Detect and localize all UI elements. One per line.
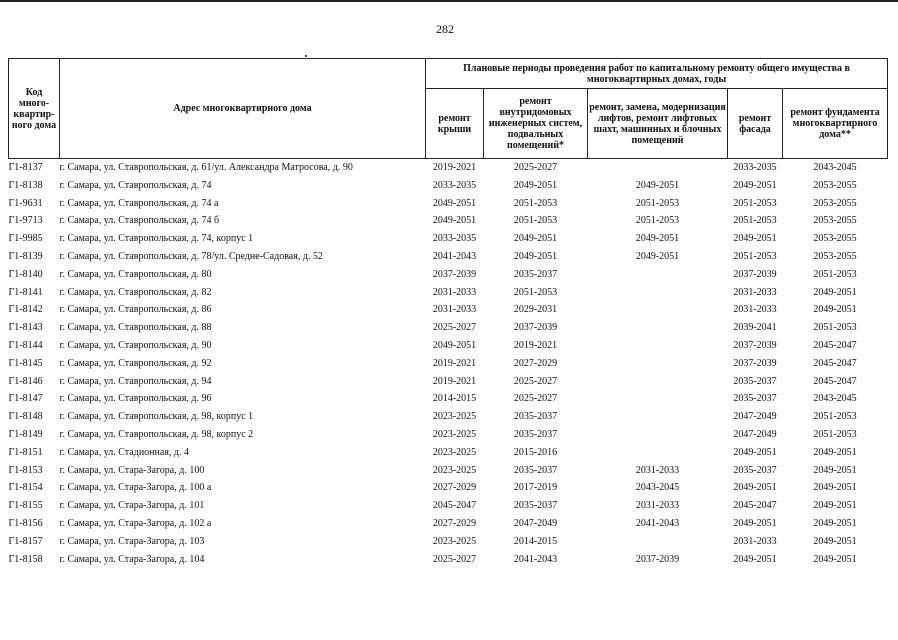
cell-lifts: [588, 159, 728, 177]
cell-foundation: 2049-2051: [813, 517, 857, 529]
header-code: Код много-квартир-ного дома: [9, 59, 60, 159]
cell-address: г. Самара, ул. Ставропольская, д. 94: [59, 375, 212, 387]
cell-lifts: 2037-2039: [635, 553, 680, 565]
cell-roof: 2049-2051: [432, 339, 477, 351]
cell-address: г. Самара, ул. Стара-Загора, д. 104: [59, 553, 205, 565]
cell-roof: 2037-2039: [432, 268, 477, 280]
cell-roof: 2031-2033: [432, 304, 477, 316]
cell-foundation: 2049-2051: [813, 464, 857, 476]
cell-lifts: 2049-2051: [635, 250, 680, 262]
table-row: [9, 408, 888, 426]
cell-facade: 2047-2049: [733, 428, 777, 440]
cell-facade: 2039-2041: [733, 322, 777, 334]
cell-roof: 2033-2035: [432, 179, 477, 191]
cell-code: Г1-9713: [8, 215, 43, 227]
cell-address: г. Самара, ул. Ставропольская, д. 98, корпус 1: [59, 411, 254, 423]
cell-facade: 2031-2033: [733, 286, 777, 298]
table-row: [9, 479, 888, 497]
cell-engineering: 2051-2053: [513, 197, 558, 209]
cell-roof: 2027-2029: [432, 517, 477, 529]
table-row: [9, 515, 888, 533]
table-row: [9, 355, 888, 373]
cell-address: г. Самара, ул. Ставропольская, д. 61/ул. Александра Матросова, д. 90: [59, 162, 353, 173]
header-address: Адрес многоквартирного дома: [60, 59, 426, 159]
cell-lifts: [588, 408, 728, 426]
cell-engineering: 2047-2049: [513, 517, 558, 529]
cell-facade: 2037-2039: [733, 268, 777, 280]
cell-foundation: 2053-2055: [813, 197, 857, 209]
table-row: [9, 266, 888, 284]
cell-code: Г1-8139: [8, 250, 43, 262]
cell-engineering: 2035-2037: [513, 464, 558, 476]
cell-roof: 2019-2021: [432, 162, 477, 173]
cell-engineering: 2027-2029: [513, 357, 558, 369]
capital-repair-table: [8, 58, 888, 568]
page-number: 282: [436, 22, 454, 36]
cell-facade: 2047-2049: [733, 411, 777, 423]
cell-foundation: 2051-2053: [813, 411, 857, 423]
cell-facade: 2033-2035: [733, 162, 777, 173]
table-row: [9, 212, 888, 230]
cell-code: Г1-8147: [8, 393, 43, 405]
cell-facade: 2035-2037: [733, 464, 777, 476]
cell-lifts: 2031-2033: [635, 500, 680, 512]
cell-engineering: 2049-2051: [513, 179, 558, 191]
cell-address: г. Самара, ул. Ставропольская, д. 82: [59, 286, 212, 298]
cell-lifts: [588, 319, 728, 337]
cell-facade: 2049-2051: [733, 179, 777, 191]
cell-lifts: 2051-2053: [635, 215, 680, 227]
cell-code: Г1-8155: [8, 500, 43, 512]
cell-address: г. Самара, ул. Ставропольская, д. 88: [59, 322, 212, 334]
cell-facade: 2037-2039: [733, 339, 777, 351]
cell-engineering: 2014-2015: [513, 535, 558, 547]
table-row: [9, 284, 888, 302]
cell-engineering: 2049-2051: [513, 233, 558, 245]
cell-code: Г1-8137: [8, 162, 43, 173]
table-row: [9, 533, 888, 551]
cell-lifts: [588, 390, 728, 408]
table-row: [9, 390, 888, 408]
cell-facade: 2031-2033: [733, 304, 777, 316]
cell-facade: 2049-2051: [733, 482, 777, 494]
cell-roof: 2031-2033: [432, 286, 477, 298]
header-facade: ремонт фасада: [728, 89, 783, 159]
table-row: [9, 248, 888, 266]
cell-facade: 2045-2047: [733, 500, 777, 512]
table-row: [9, 319, 888, 337]
cell-lifts: 2041-2043: [635, 517, 680, 529]
table-row: [9, 337, 888, 355]
cell-roof: 2019-2021: [432, 357, 477, 369]
cell-code: Г1-8146: [8, 375, 43, 387]
cell-lifts: [588, 373, 728, 391]
cell-code: Г1-8149: [8, 428, 43, 440]
cell-address: г. Самара, ул. Ставропольская, д. 74 а: [59, 197, 219, 209]
cell-foundation: 2049-2051: [813, 553, 857, 565]
cell-address: г. Самара, ул. Стадионная, д. 4: [59, 446, 190, 458]
cell-code: Г1-8145: [8, 357, 43, 369]
table-row: [9, 195, 888, 213]
cell-facade: 2049-2051: [733, 517, 777, 529]
cell-address: г. Самара, ул. Ставропольская, д. 90: [59, 339, 212, 351]
cell-lifts: 2031-2033: [635, 464, 680, 476]
cell-engineering: 2051-2053: [513, 215, 558, 227]
cell-lifts: [588, 301, 728, 319]
cell-foundation: 2053-2055: [813, 233, 857, 245]
cell-foundation: 2049-2051: [813, 500, 857, 512]
cell-facade: 2051-2053: [733, 250, 777, 262]
cell-lifts: [588, 426, 728, 444]
cell-roof: 2023-2025: [432, 446, 477, 458]
cell-engineering: 2025-2027: [513, 375, 558, 387]
cell-engineering: 2035-2037: [513, 428, 558, 440]
cell-foundation: 2049-2051: [813, 482, 857, 494]
cell-code: Г1-8154: [8, 482, 43, 494]
cell-code: Г1-9985: [8, 233, 43, 245]
cell-foundation: 2043-2045: [813, 162, 857, 173]
cell-facade: 2037-2039: [733, 357, 777, 369]
cell-address: г. Самара, ул. Ставропольская, д. 74: [59, 179, 212, 191]
cell-lifts: [588, 355, 728, 373]
cell-code: Г1-8148: [8, 411, 43, 423]
table-row: [9, 551, 888, 569]
cell-foundation: 2049-2051: [813, 535, 857, 547]
cell-facade: 2035-2037: [733, 393, 777, 405]
cell-roof: 2023-2025: [432, 464, 477, 476]
cell-address: г. Самара, ул. Стара-Загора, д. 101: [59, 500, 205, 512]
cell-address: г. Самара, ул. Ставропольская, д. 98, корпус 2: [59, 428, 254, 440]
cell-engineering: 2025-2027: [513, 393, 558, 405]
cell-roof: 2027-2029: [432, 482, 477, 494]
cell-facade: 2049-2051: [733, 553, 777, 565]
top-border-line: [0, 0, 898, 2]
cell-roof: 2023-2025: [432, 411, 477, 423]
cell-foundation: 2049-2051: [813, 446, 857, 458]
cell-engineering: 2029-2031: [513, 304, 558, 316]
cell-code: Г1-8142: [8, 304, 43, 316]
cell-foundation: 2045-2047: [813, 339, 857, 351]
cell-code: Г1-9631: [8, 197, 43, 209]
cell-engineering: 2035-2037: [513, 268, 558, 280]
cell-engineering: 2015-2016: [513, 446, 558, 458]
cell-foundation: 2051-2053: [813, 322, 857, 334]
cell-roof: 2049-2051: [432, 197, 477, 209]
cell-facade: 2051-2053: [733, 197, 777, 209]
table-row: [9, 301, 888, 319]
cell-facade: 2051-2053: [733, 215, 777, 227]
cell-lifts: 2049-2051: [635, 233, 680, 245]
cell-engineering: 2049-2051: [513, 250, 558, 262]
cell-address: г. Самара, ул. Стара-Загора, д. 102 а: [59, 517, 212, 529]
table-row: [9, 426, 888, 444]
cell-roof: 2023-2025: [432, 535, 477, 547]
cell-facade: 2049-2051: [733, 233, 777, 245]
cell-foundation: 2043-2045: [813, 393, 857, 405]
cell-facade: 2035-2037: [733, 375, 777, 387]
header-engineering: ремонт внутридомовых инженерных систем, подвальных помещений*: [484, 89, 588, 159]
header-periods-group: Плановые периоды проведения работ по капитальному ремонту общего имущества в многоквартирных домах, годы: [426, 59, 888, 89]
cell-code: Г1-8158: [8, 553, 43, 565]
scan-speck: [305, 55, 307, 57]
header-foundation: ремонт фундамента многоквартирного дома**: [783, 89, 888, 159]
cell-foundation: 2053-2055: [813, 179, 857, 191]
cell-lifts: [588, 533, 728, 551]
cell-foundation: 2051-2053: [813, 268, 857, 280]
cell-address: г. Самара, ул. Ставропольская, д. 78/ул. Средне-Садовая, д. 52: [59, 250, 323, 262]
table-row: [9, 177, 888, 195]
cell-code: Г1-8143: [8, 322, 43, 334]
table-row: [9, 462, 888, 480]
cell-lifts: [588, 284, 728, 302]
header-roof: ремонт крыши: [426, 89, 484, 159]
cell-lifts: [588, 444, 728, 462]
cell-address: г. Самара, ул. Ставропольская, д. 92: [59, 357, 212, 369]
cell-address: г. Самара, ул. Ставропольская, д. 96: [59, 393, 212, 405]
cell-roof: 2041-2043: [432, 250, 477, 262]
cell-roof: 2045-2047: [432, 500, 477, 512]
cell-address: г. Самара, ул. Ставропольская, д. 86: [59, 304, 212, 316]
cell-roof: 2049-2051: [432, 215, 477, 227]
cell-roof: 2033-2035: [432, 233, 477, 245]
cell-engineering: 2025-2027: [513, 162, 558, 173]
cell-code: Г1-8156: [8, 517, 43, 529]
cell-foundation: 2049-2051: [813, 304, 857, 316]
cell-code: Г1-8153: [8, 464, 43, 476]
cell-address: г. Самара, ул. Ставропольская, д. 74, корпус 1: [59, 233, 254, 245]
cell-lifts: 2051-2053: [635, 197, 680, 209]
cell-code: Г1-8157: [8, 535, 43, 547]
table-row: [9, 230, 888, 248]
cell-facade: 2031-2033: [733, 535, 777, 547]
table-body: [9, 159, 888, 569]
cell-code: Г1-8140: [8, 268, 43, 280]
cell-foundation: 2051-2053: [813, 428, 857, 440]
cell-roof: 2025-2027: [432, 553, 477, 565]
cell-engineering: 2019-2021: [513, 339, 558, 351]
cell-engineering: 2035-2037: [513, 500, 558, 512]
cell-engineering: 2051-2053: [513, 286, 558, 298]
cell-code: Г1-8141: [8, 286, 43, 298]
cell-code: Г1-8138: [8, 179, 43, 191]
cell-address: г. Самара, ул. Ставропольская, д. 74 б: [59, 215, 220, 227]
cell-roof: 2023-2025: [432, 428, 477, 440]
cell-engineering: 2041-2043: [513, 553, 558, 565]
cell-engineering: 2035-2037: [513, 411, 558, 423]
cell-foundation: 2053-2055: [813, 215, 857, 227]
table-row: [9, 159, 888, 177]
cell-address: г. Самара, ул. Стара-Загора, д. 100: [59, 464, 205, 476]
cell-lifts: [588, 337, 728, 355]
cell-foundation: 2045-2047: [813, 357, 857, 369]
cell-code: Г1-8151: [8, 446, 43, 458]
cell-facade: 2049-2051: [733, 446, 777, 458]
table-row: [9, 497, 888, 515]
cell-code: Г1-8144: [8, 339, 43, 351]
cell-address: г. Самара, ул. Стара-Загора, д. 103: [59, 535, 205, 547]
cell-foundation: 2045-2047: [813, 375, 857, 387]
cell-address: г. Самара, ул. Ставропольская, д. 80: [59, 268, 212, 280]
cell-lifts: [588, 266, 728, 284]
table-row: [9, 373, 888, 391]
header-lifts: ремонт, замена, модернизация лифтов, ремонт лифтовых шахт, машинных и блочных помещений: [588, 89, 728, 159]
cell-foundation: 2049-2051: [813, 286, 857, 298]
cell-roof: 2014-2015: [432, 393, 477, 405]
cell-engineering: 2017-2019: [513, 482, 558, 494]
cell-roof: 2025-2027: [432, 322, 477, 334]
table-row: [9, 444, 888, 462]
cell-foundation: 2053-2055: [813, 250, 857, 262]
cell-roof: 2019-2021: [432, 375, 477, 387]
cell-address: г. Самара, ул. Стара-Загора, д. 100 а: [59, 482, 212, 494]
cell-lifts: 2049-2051: [635, 179, 680, 191]
cell-lifts: 2043-2045: [635, 482, 680, 494]
cell-engineering: 2037-2039: [513, 322, 558, 334]
